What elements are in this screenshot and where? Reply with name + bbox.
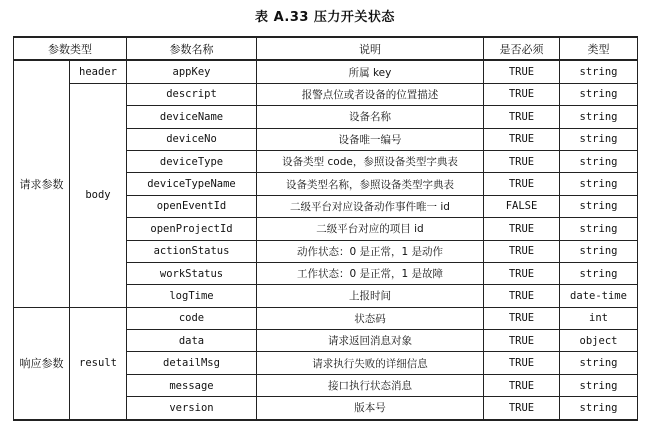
param-type-cell: string [560, 240, 638, 262]
param-description-cell: 设备名称 [257, 106, 484, 128]
param-description-cell: 报警点位或者设备的位置描述 [257, 83, 484, 105]
param-required-cell: TRUE [484, 307, 560, 329]
param-description-cell: 请求执行失败的详细信息 [257, 352, 484, 374]
param-required-cell: TRUE [484, 218, 560, 240]
param-required-cell: TRUE [484, 173, 560, 195]
param-description-cell: 设备类型 code，参照设备类型字典表 [257, 150, 484, 172]
param-type-cell: string [560, 60, 638, 83]
param-description-cell: 版本号 [257, 397, 484, 420]
param-required-cell: TRUE [484, 83, 560, 105]
param-name-cell: workStatus [127, 262, 257, 284]
param-name-cell: deviceNo [127, 128, 257, 150]
param-name-cell: openEventId [127, 195, 257, 217]
response-params-label: 响应参数 [14, 307, 70, 419]
param-type-cell: string [560, 150, 638, 172]
header-row [14, 37, 638, 60]
result-group-label: result [70, 307, 127, 419]
param-name-cell: deviceType [127, 150, 257, 172]
param-name-cell: deviceName [127, 106, 257, 128]
param-required-cell: TRUE [484, 330, 560, 352]
table-row [14, 307, 638, 329]
param-required-cell: TRUE [484, 128, 560, 150]
param-required-cell: TRUE [484, 374, 560, 396]
param-description-cell: 上报时间 [257, 285, 484, 307]
header-param-category: 参数类型 [14, 37, 127, 60]
param-name-cell: data [127, 330, 257, 352]
header-description: 说明 [257, 37, 484, 60]
header-group-label: header [70, 60, 127, 83]
param-type-cell: date-time [560, 285, 638, 307]
param-description-cell: 设备类型名称，参照设备类型字典表 [257, 173, 484, 195]
param-required-cell: TRUE [484, 285, 560, 307]
param-required-cell: FALSE [484, 195, 560, 217]
param-name-cell: appKey [127, 60, 257, 83]
param-type-cell: string [560, 262, 638, 284]
param-type-cell: object [560, 330, 638, 352]
param-type-cell: int [560, 307, 638, 329]
param-description-cell: 工作状态：0 是正常，1 是故障 [257, 262, 484, 284]
param-name-cell: actionStatus [127, 240, 257, 262]
param-type-cell: string [560, 128, 638, 150]
table-caption: 表 A.33 压力开关状态 [255, 10, 395, 25]
param-name-cell: detailMsg [127, 352, 257, 374]
param-name-cell: message [127, 374, 257, 396]
table-row [14, 60, 638, 83]
param-description-cell: 二级平台对应的项目 id [257, 218, 484, 240]
param-name-cell: logTime [127, 285, 257, 307]
header-type: 类型 [560, 37, 638, 60]
param-name-cell: code [127, 307, 257, 329]
param-description-cell: 二级平台对应设备动作事件唯一 id [257, 195, 484, 217]
param-required-cell: TRUE [484, 397, 560, 420]
param-required-cell: TRUE [484, 262, 560, 284]
param-description-cell: 请求返回消息对象 [257, 330, 484, 352]
param-description-cell: 所属 key [257, 60, 484, 83]
param-description-cell: 接口执行状态消息 [257, 374, 484, 396]
param-required-cell: TRUE [484, 352, 560, 374]
param-type-cell: string [560, 106, 638, 128]
header-param-name: 参数名称 [127, 37, 257, 60]
param-required-cell: TRUE [484, 150, 560, 172]
param-name-cell: deviceTypeName [127, 173, 257, 195]
param-type-cell: string [560, 397, 638, 420]
param-type-cell: string [560, 173, 638, 195]
param-name-cell: openProjectId [127, 218, 257, 240]
param-required-cell: TRUE [484, 60, 560, 83]
param-description-cell: 状态码 [257, 307, 484, 329]
body-group-label: body [70, 83, 127, 307]
param-name-cell: descript [127, 83, 257, 105]
param-description-cell: 设备唯一编号 [257, 128, 484, 150]
param-type-cell: string [560, 195, 638, 217]
table-body [14, 60, 638, 419]
param-required-cell: TRUE [484, 106, 560, 128]
param-name-cell: version [127, 397, 257, 420]
param-type-cell: string [560, 83, 638, 105]
param-type-cell: string [560, 218, 638, 240]
header-required: 是否必须 [484, 37, 560, 60]
param-description-cell: 动作状态：0 是正常，1 是动作 [257, 240, 484, 262]
param-type-cell: string [560, 374, 638, 396]
param-required-cell: TRUE [484, 240, 560, 262]
param-type-cell: string [560, 352, 638, 374]
request-params-label: 请求参数 [14, 60, 70, 307]
table-row [14, 83, 638, 105]
parameter-table [13, 36, 638, 421]
